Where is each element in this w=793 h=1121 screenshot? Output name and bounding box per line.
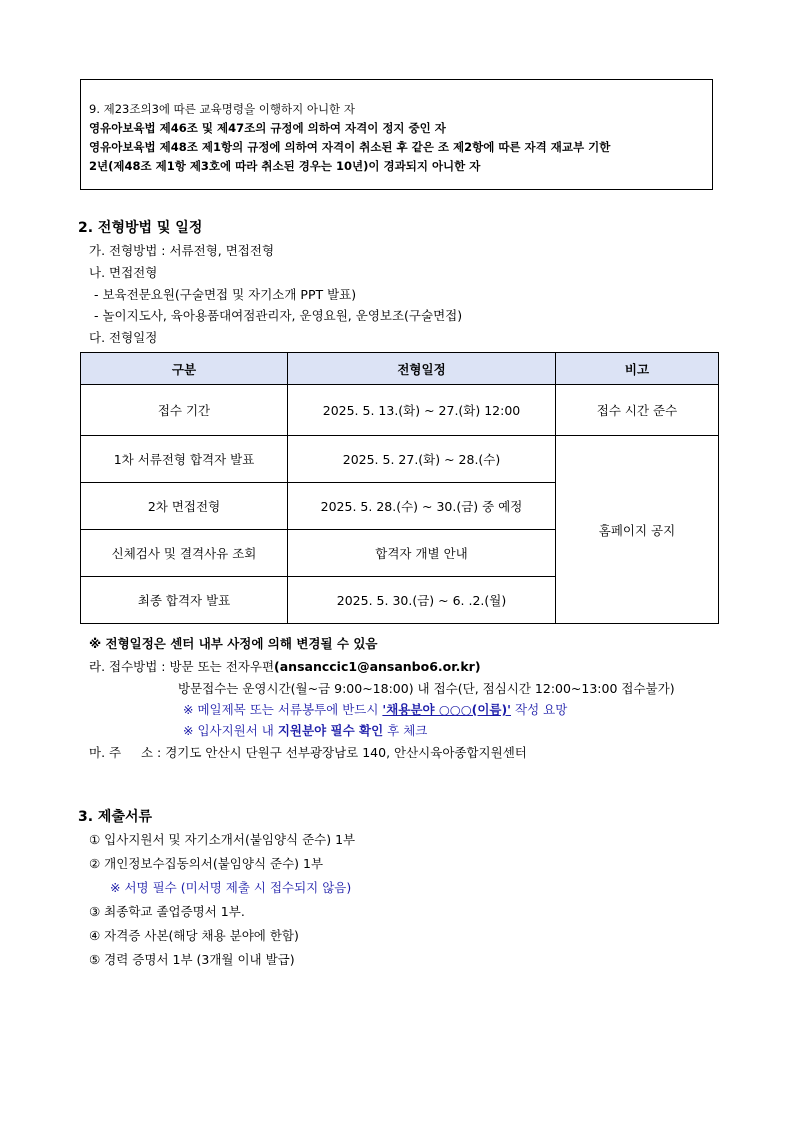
application-method-label: 라. 접수방법 : 방문 또는 전자우편: [89, 659, 275, 674]
header-note: 비고: [556, 353, 719, 385]
field-check-note: ※ 입사지원서 내 지원분야 필수 확인 후 체크: [183, 723, 428, 738]
row-schedule: 2025. 5. 30.(금) ~ 6. .2.(월): [288, 577, 556, 624]
section3-title: 3. 제출서류: [78, 809, 153, 825]
disqualification-line-suspended: 영유아보육법 제46조 및 제47조의 규정에 의하여 자격이 정지 중인 자: [89, 121, 446, 135]
interview-item-play: - 놀이지도사, 육아용품대여점관리자, 운영요원, 운영보조(구술면접): [94, 308, 463, 323]
table-row: [81, 436, 719, 483]
interview-item-childcare: - 보육전문요원(구술면접 및 자기소개 PPT 발표): [94, 287, 357, 302]
application-email: (ansanccic1@ansanbo6.or.kr): [274, 659, 481, 674]
disqualification-line-period: 2년(제48조 제1항 제3호에 따라 취소된 경우는 10년)이 경과되지 아니한 자: [89, 159, 481, 173]
document-item: ① 입사지원서 및 자기소개서(붙임양식 준수) 1부: [89, 832, 356, 847]
schedule-table: [80, 352, 719, 624]
signature-required-note: ※ 서명 필수 (미서명 제출 시 접수되지 않음): [110, 880, 352, 895]
row-schedule: 합격자 개별 안내: [288, 530, 556, 577]
disqualification-box: [80, 79, 713, 190]
field-check-emphasis: 지원분야 필수 확인: [277, 723, 384, 738]
document-item: ② 개인정보수집동의서(붙임양식 준수) 1부: [89, 856, 324, 871]
table-row: [81, 385, 719, 436]
header-category: 구분: [81, 353, 288, 385]
section2-title: 2. 전형방법 및 일정: [78, 220, 203, 236]
table-header-row: [81, 353, 719, 385]
application-method: [89, 657, 481, 675]
mail-title-emphasis: '채용분야 ○○○(이름)': [382, 702, 512, 717]
selection-method: 가. 전형방법 : 서류전형, 면접전형: [89, 243, 275, 258]
schedule-change-notice: ※ 전형일정은 센터 내부 사정에 의해 변경될 수 있음: [89, 636, 378, 651]
header-schedule: 전형일정: [288, 353, 556, 385]
visit-application-note: 방문접수는 운영시간(월~금 9:00~18:00) 내 접수(단, 점심시간 12:00~13:00 접수불가): [178, 681, 675, 696]
document-item: ④ 자격증 사본(해당 채용 분야에 한함): [89, 928, 299, 943]
document-item: ③ 최종학교 졸업증명서 1부.: [89, 904, 245, 919]
row-schedule: 2025. 5. 28.(수) ~ 30.(금) 중 예정: [288, 483, 556, 530]
schedule-title: 다. 전형일정: [89, 330, 158, 345]
row-category: 접수 기간: [81, 385, 288, 436]
row-note: 접수 시간 준수: [556, 385, 719, 436]
address-line: 마. 주 소 : 경기도 안산시 단원구 선부광장남로 140, 안산시육아종합지원센터: [89, 745, 527, 760]
merged-note-cell: 홈페이지 공지: [556, 436, 719, 624]
interview-title: 나. 면접전형: [89, 265, 158, 280]
row-category: 1차 서류전형 합격자 발표: [81, 436, 288, 483]
row-schedule: 2025. 5. 27.(화) ~ 28.(수): [288, 436, 556, 483]
mail-title-note: ※ 메일제목 또는 서류봉투에 반드시 '채용분야 ○○○(이름)' 작성 요망: [183, 702, 568, 717]
row-category: 2차 면접전형: [81, 483, 288, 530]
row-schedule: 2025. 5. 13.(화) ~ 27.(화) 12:00: [288, 385, 556, 436]
row-category: 신체검사 및 결격사유 조회: [81, 530, 288, 577]
disqualification-line-revoked: 영유아보육법 제48조 제1항의 규정에 의하여 자격이 취소된 후 같은 조 제2항에 따른 자격 재교부 기한: [89, 140, 611, 154]
document-item: ⑤ 경력 증명서 1부 (3개월 이내 발급): [89, 952, 295, 967]
disqualification-line-9: 9. 제23조의3에 따른 교육명령을 이행하지 아니한 자: [89, 102, 355, 116]
row-category: 최종 합격자 발표: [81, 577, 288, 624]
